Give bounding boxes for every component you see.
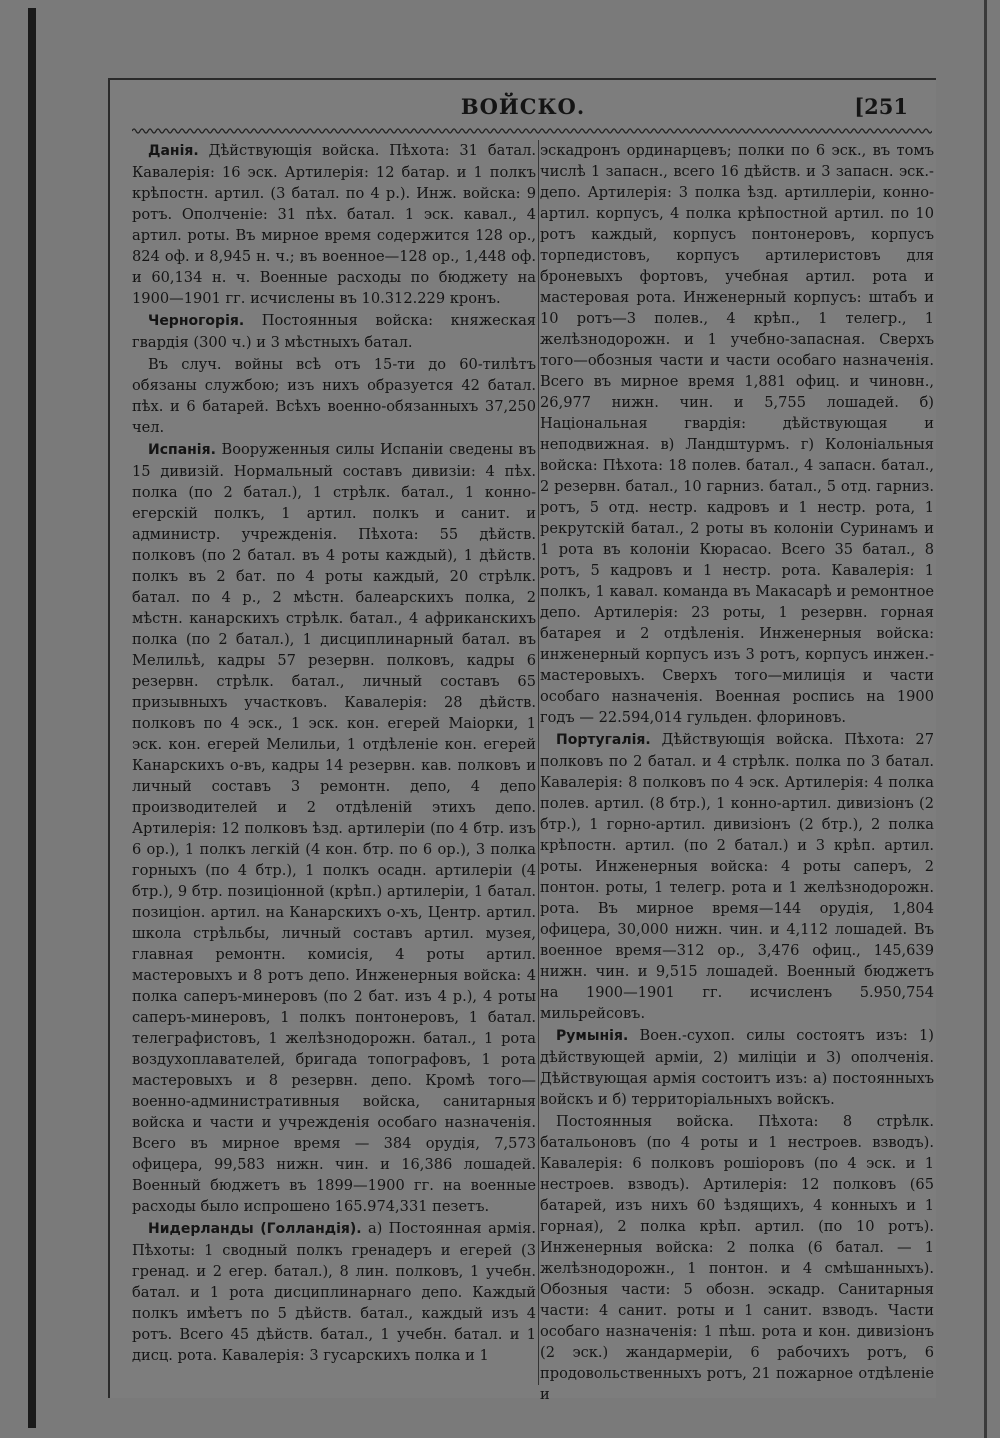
scan-edge-left [28, 8, 36, 1428]
entry-montenegro-cont [132, 354, 536, 438]
entry-text: Постоянныя войска. Пѣхота: 8 стрѣлк. батальоновъ (по 4 роты и 1 нестроев. взводъ). Кавалерія: 6 полковъ рошіоровъ (по 4 эск. и 1 нестроев. взводъ). Артилерія: 12 полковъ (65 батарей, изъ нихъ 60 ѣздящихъ, 4 конныхъ и 1 горная), 2 полка крѣп. артил. (по 10 ротъ). Инженерныя войска: 2 полка (6 батал. — 1 желѣзнодорожн., 1 понтон. и 4 смѣшанныхъ). Обозныя части: 5 обозн. эскадр. Санитарныя части: 4 санит. роты и 1 санит. взводъ. Части особаго назначенія: 1 пѣш. рота и кон. дивизіонъ (2 эск.) жандармеріи, 6 рабочихъ ротъ, 6 продовольственныхъ ротъ, 21 пожарное отдѣленіе и [540, 1113, 934, 1403]
column-rule [538, 140, 539, 1385]
country-heading: Португалія. [556, 732, 651, 748]
entry-text: эскадронъ ординарцевъ; полки по 6 эск., въ томъ числѣ 1 запасн., всего 16 дѣйств. и 3 запасн. эск.-депо. Артилерія: 3 полка ѣзд. артиллеріи, конно-артил. корпусъ, 4 полка крѣпостной артил. по 10 ротъ каждый, корпусъ понтонеровъ, корпусъ торпедистовъ, корпусъ артилеристовъ для броневыхъ фортовъ, учебная артил. рота и мастеровая рота. Инженерный корпусъ: штабъ и 10 ротъ—3 полев., 4 крѣп., 1 телегр., 1 желѣзнодорожн. и 1 учебно-запасная. Сверхъ того—обозныя части и части особаго назначенія. Всего въ мирное время 1,881 офиц. и чиновн., 26,977 нижн. чин. и 5,755 лошадей. б) Національная гвардія: дѣйствующая и неподвижная. в) Ландштурмъ. г) Колоніальныя войска: Пѣхота: 18 полев. батал., 4 запасн. батал., 2 резервн. батал., 10 гарниз. батал., 5 отд. гарниз. ротъ, 5 отд. нестр. кадровъ и 1 нестр. рота, 1 рекрутскій батал., 2 роты въ колоніи Суринамъ и 1 рота въ колоніи Кюрасао. Всего 35 батал., 8 ротъ, 5 кадровъ и 1 нестр. рота. Кавалерія: 1 полкъ, 1 кавал. команда въ Макасарѣ и ремонтное депо. Артилерія: 23 роты, 1 резервн. горная батарея и 2 отдѣленія. Инженерныя войска: инженерный корпусъ изъ 3 ротъ, корпусъ инжен.-мастеровыхъ. Сверхъ того—милиція и части особаго назначенія. Военная роспись на 1900 годъ — 22.594,014 гульден. флориновъ. [540, 142, 934, 726]
country-heading: Румынія. [556, 1028, 629, 1044]
entry-spain [132, 439, 536, 1217]
entry-text: Воен.-сухоп. силы состоятъ изъ: 1) дѣйствующей арміи, 2) миліціи и 3) ополченія. Дѣйствующая армія состоитъ изъ: а) постоянныхъ войскъ и б) территоріальныхъ войскъ. [540, 1027, 934, 1108]
entry-text: а) Постоянная армія. Пѣхоты: 1 сводный полкъ гренадеръ и егерей (3 гренад. и 2 егер. батал.), 8 лин. полковъ, 1 учебн. батал. и 1 рота дисциплинарнаго депо. Каждый полкъ имѣетъ по 5 дѣйств. батал., каждый изъ 4 ротъ. Всего 45 дѣйств. батал., 1 учебн. батал. и 1 дисц. рота. Кавалерія: 3 гусарскихъ полка и 1 [132, 1220, 536, 1364]
wavy-rule [132, 126, 932, 136]
entry-netherlands-cont [540, 140, 934, 728]
country-heading: Черногорія. [148, 313, 245, 329]
entry-montenegro [132, 310, 536, 353]
entry-text: Въ случ. войны всѣ отъ 15-ти до 60-тилѣтъ обязаны службою; изъ нихъ образуется 42 батал. пѣх. и 6 батарей. Всѣхъ военно-обязанныхъ 37,250 чел. [132, 356, 536, 436]
country-heading: Испанія. [148, 442, 216, 458]
entry-romania-cont [540, 1111, 934, 1405]
page-number: [251 [854, 94, 908, 119]
right-column [540, 140, 934, 1406]
page [108, 78, 936, 1403]
entry-text: Дѣйствующія войска. Пѣхота: 27 полковъ по 2 батал. и 4 стрѣлк. полка по 3 батал. Кавалерія: 8 полковъ по 4 эск. Артилерія: 4 полка полев. артил. (8 бтр.), 1 конно-артил. дивизіонъ (2 бтр.), 1 горно-артил. дивизіонъ (2 бтр.), 2 полка крѣпостн. артил. (по 2 батал.) и 3 крѣп. артил. роты. Инженерныя войска: 4 роты саперъ, 2 понтон. роты, 1 телегр. рота и 1 желѣзнодорожн. рота. Въ мирное время—144 орудія, 1,804 офицера, 30,000 нижн. чин. и 4,112 лошадей. Въ военное время—312 ор., 3,476 офиц., 145,639 нижн. чин. и 9,515 лошадей. Военный бюджетъ на 1900—1901 гг. исчисленъ 5.950,754 мильрейсовъ. [540, 731, 934, 1022]
country-heading: Нидерланды (Голландія). [148, 1221, 362, 1237]
scan-edge-right [984, 0, 987, 1438]
entry-romania [540, 1025, 934, 1110]
entry-portugal [540, 729, 934, 1024]
entry-denmark [132, 140, 536, 309]
entry-text: Постоянныя войска: княжеская гвардія (300 ч.) и 3 мѣстныхъ батал. [132, 312, 536, 351]
entry-text: Вооруженныя силы Испаніи сведены въ 15 дивизій. Нормальный составъ дивизіи: 4 пѣх. полка (по 2 батал.), 1 стрѣлк. батал., 1 конно-егерскій полкъ, 1 артил. полкъ и санит. и администр. учрежденія. Пѣхота: 55 дѣйств. полковъ (по 2 батал. въ 4 роты каждый), 1 дѣйств. полкъ въ 2 бат. по 4 роты каждый, 20 стрѣлк. батал. по 4 р., 2 мѣстн. балеарскихъ полка, 2 мѣстн. канарскихъ стрѣлк. батал., 4 африканскихъ полка (по 2 батал.), 1 дисциплинарный батал. въ Мелильѣ, кадры 57 резервн. полковъ, кадры 6 резервн. стрѣлк. батал., личный составъ 65 призывныхъ участковъ. Кавалерія: 28 дѣйств. полковъ по 4 эск., 1 эск. кон. егерей Маіорки, 1 эск. кон. егерей Мелильи, 1 отдѣленіе кон. егерей Канарскихъ о-въ, кадры 14 резервн. кав. полковъ и личный составъ 3 ремонтн. депо, 4 депо производителей и 2 отдѣленій этихъ депо. Артилерія: 12 полковъ ѣзд. артилеріи (по 4 бтр. изъ 6 ор.), 1 полкъ легкій (4 кон. бтр. по 6 ор.), 3 полка горныхъ (по 4 бтр.), 1 полкъ осадн. артилеріи (4 бтр.), 9 бтр. позиціонной (крѣп.) артилеріи, 1 батал. позиціон. артил. на Канарскихъ о-хъ, Центр. артил. школа стрѣльбы, личный составъ артил. музея, главная ремонтн. комисія, 4 роты артил. мастеровыхъ и 8 ротъ депо. Инженерныя войска: 4 полка саперъ-минеровъ (по 2 бат. изъ 4 р.), 4 роты саперъ-минеровъ, 1 полкъ понтонеровъ, 1 батал. телеграфистовъ, 1 желѣзнодорожн. батал., 1 рота воздухоплавателей, бригада топографовъ, 1 рота мастеровыхъ и 8 резервн. депо. Кромѣ того—военно-административныя войска, санитарныя войска и части и учрежденія особаго назначенія. Всего въ мирное время — 384 орудія, 7,573 офицера, 99,583 нижн. чин. и 16,386 лошадей. Военный бюджетъ въ 1899—1900 гг. на военные расходы было испрошено 165.974,331 пезетъ. [132, 441, 536, 1215]
left-column [132, 140, 536, 1367]
country-heading: Данія. [148, 143, 199, 159]
entry-text: Дѣйствующія войска. Пѣхота: 31 батал. Кавалерія: 16 эск. Артилерія: 12 батар. и 1 полкъ крѣпостн. артил. (3 батал. по 4 р.). Инж. войска: 9 ротъ. Ополченіе: 31 пѣх. батал. 1 эск. кавал., 4 артил. роты. Въ мирное время содержится 128 ор., 824 оф. и 8,945 н. ч.; въ военное—128 ор., 1,448 оф. и 60,134 н. ч. Военные расходы по бюджету на 1900—1901 гг. исчислены въ 10.312.229 кронъ. [132, 142, 536, 307]
page-header [110, 90, 936, 122]
running-title: ВОЙСКО. [460, 94, 586, 119]
entry-netherlands [132, 1218, 536, 1366]
